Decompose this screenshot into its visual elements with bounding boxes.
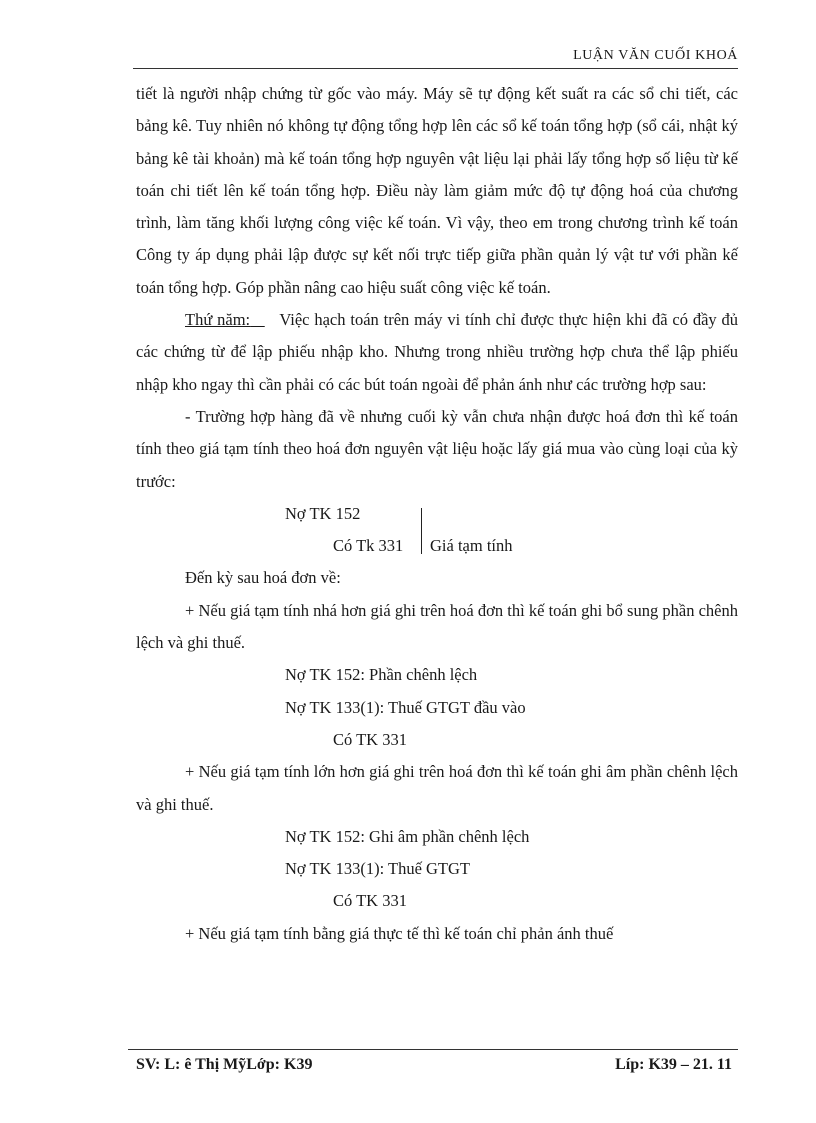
section-label-thu-nam: Thứ năm: [185, 310, 251, 330]
paragraph-thu-nam-text: Việc hạch toán trên máy vi tính chỉ được thực hiện khi đã có đầy đủ các chứng từ để lập phiếu nhập kho. Nhưng trong nhiều trường hợp chưa thể lập phiếu nhập kho ngay thì cần phải có các bút toán ngoài để phản ánh như các trường hợp sau: [136, 310, 739, 394]
header-rule [133, 68, 738, 69]
paragraph-case-lower: + Nếu giá tạm tính nhá hơn giá ghi trên hoá đơn thì kế toán ghi bổ sung phần chênh lệch và ghi thuế. [136, 600, 738, 653]
paragraph-thu-nam [136, 304, 738, 401]
footer-rule [128, 1049, 738, 1050]
bracket-divider [421, 508, 422, 554]
footer-class-info: Líp: K39 – 21. 11 [615, 1056, 732, 1073]
paragraph-case-higher: + Nếu giá tạm tính lớn hơn giá ghi trên hoá đơn thì kế toán ghi âm phần chênh lệch và ghi thuế. [136, 762, 738, 814]
entry-credit-331: Có TK 331 [333, 729, 407, 749]
entry-credit-tk331: Có Tk 331 [333, 536, 404, 556]
entry-credit-331-2: Có TK 331 [333, 891, 407, 911]
paragraph-continuation: tiết là người nhập chứng từ gốc vào máy. Máy sẽ tự động kết suất ra các sổ chi tiết, các bảng kê. Tuy nhiên nó không tự động tổng hợp lên các sổ kế toán tổng hợp (sổ cái, nhật ký bảng kê tài khoản) mà kế toán tổng hợp nguyên vật liệu lại phải lấy tổng hợp số liệu từ kế toán chi tiết lên kế toán tổng hợp. Điều này làm giảm mức độ tự động hoá của chương trình, làm tăng khối lượng công việc kế toán. Vì vậy, theo em trong chương trình kế toán Công ty áp dụng phải lập được sự kết nối trực tiếp giữa phần quản lý vật tư với phần kế toán tổng hợp. Góp phần nâng cao hiệu suất công việc kế toán. [136, 84, 738, 297]
journal-entry-provisional [136, 498, 738, 563]
entry-note-provisional-price: Giá tạm tính [430, 536, 513, 556]
paragraph-case-no-invoice: - Trường hợp hàng đã về nhưng cuối kỳ vẫn chưa nhận được hoá đơn thì kế toán tính theo giá tạm tính theo hoá đơn nguyên vật liệu hoặc lấy giá mua vào cùng loại của kỳ trước: [136, 406, 738, 491]
paragraph-next-period: Đến kỳ sau hoá đơn về: [185, 568, 341, 588]
entry-debit-1331-vat-2: Nợ TK 133(1): Thuế GTGT [285, 859, 471, 879]
paragraph-case-equal: + Nếu giá tạm tính bằng giá thực tế thì kế toán chỉ phản ánh thuế [185, 923, 614, 943]
underline-gap [250, 310, 265, 329]
entry-debit-152-negative: Nợ TK 152: Ghi âm phần chênh lệch [285, 826, 530, 846]
entry-debit-1331-vat: Nợ TK 133(1): Thuế GTGT đầu vào [285, 697, 526, 717]
entry-debit-tk152: Nợ TK 152 [285, 503, 361, 523]
document-body [136, 78, 738, 950]
entry-debit-152-difference: Nợ TK 152: Phần chênh lệch [285, 665, 478, 685]
footer-student-info: SV: L: ê Thị MỹLớp: K39 [136, 1056, 313, 1073]
running-header-title: LUẬN VĂN CUỐI KHOÁ [573, 48, 738, 63]
